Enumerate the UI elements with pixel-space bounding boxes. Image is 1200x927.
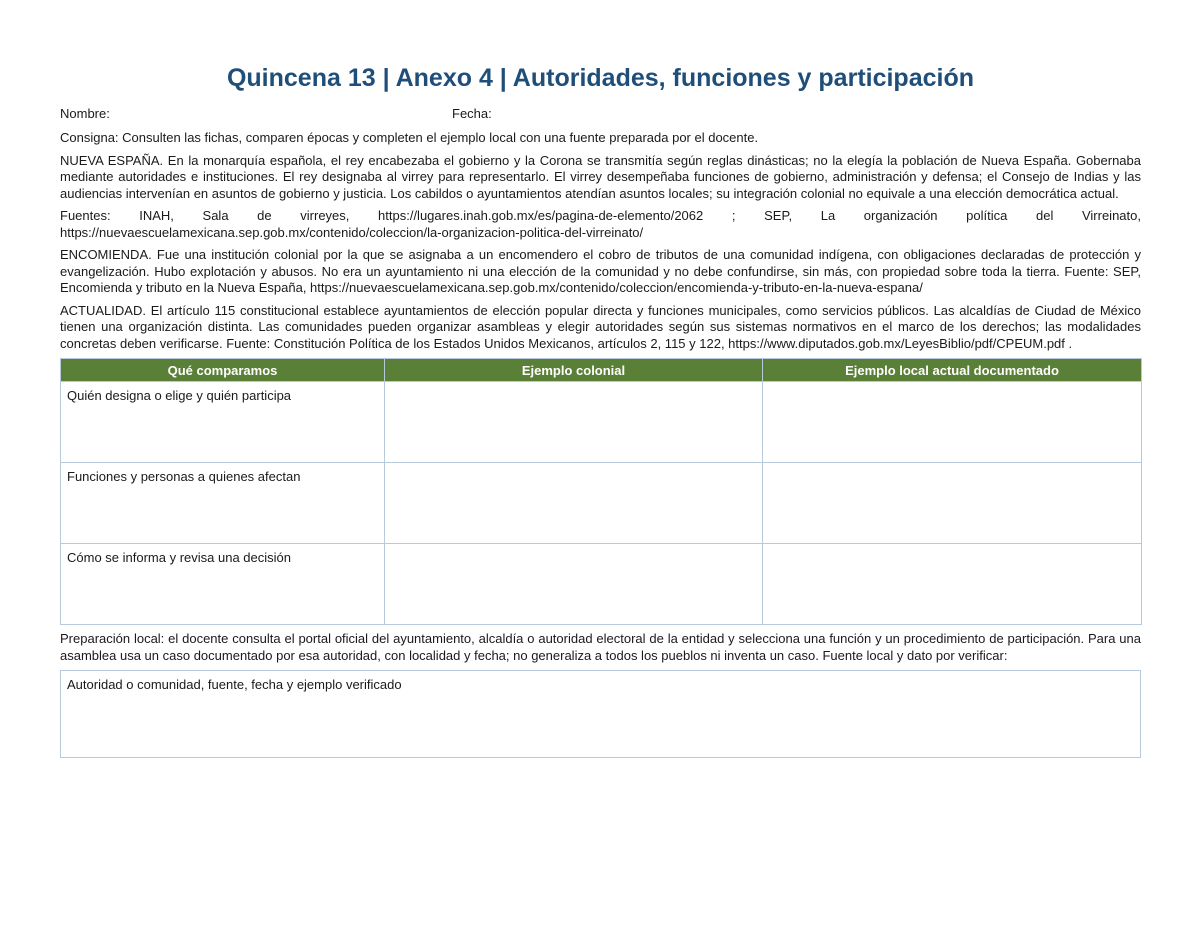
fecha-field-label: Fecha: xyxy=(452,106,492,121)
answer-cell-actual[interactable] xyxy=(763,382,1142,463)
header-que-comparamos: Qué comparamos xyxy=(61,359,385,382)
answer-cell-actual[interactable] xyxy=(763,463,1142,544)
nombre-field-label: Nombre: xyxy=(60,106,110,121)
row-label-como-se-informa: Cómo se informa y revisa una decisión xyxy=(61,544,385,625)
row-label-quien-designa: Quién designa o elige y quién participa xyxy=(61,382,385,463)
actualidad-paragraph: ACTUALIDAD. El artículo 115 constitucional establece ayuntamientos de elección popular directa y funciones municipales, como servicios públicos. Las alcaldías de Ciudad de México tienen una organización distinta. Las comunidades pueden organizar asambleas y elegir autoridades según sus sistemas normativos en el marco de los derechos; las modalidades concretas deben verificarse. Fuente: Constitución Política de los Estados Unidos Mexicanos, artículos 2, 115 y 122, https://www.diputados.gob.mx/LeyesBiblio/pdf/CPEUM.pdf . xyxy=(60,302,1141,351)
preparacion-paragraph: Preparación local: el docente consulta el portal oficial del ayuntamiento, alcaldía o autoridad electoral de la entidad y selecciona una función y un procedimiento de participación. Para una asamblea usa un caso documentado por esa autoridad, con localidad y fecha; no generaliza a todos los pueblos ni inventa un caso. Fuente local y dato por verificar: xyxy=(60,631,1141,663)
table-row xyxy=(61,544,1142,625)
page-title: Quincena 13 | Anexo 4 | Autoridades, funciones y participación xyxy=(226,64,975,92)
student-fields xyxy=(60,106,1141,124)
verification-box-label: Autoridad o comunidad, fuente, fecha y ejemplo verificado xyxy=(67,677,402,692)
answer-cell-colonial[interactable] xyxy=(385,382,763,463)
worksheet-page xyxy=(60,60,1141,758)
table-header-row xyxy=(61,359,1142,382)
row-label-funciones: Funciones y personas a quienes afectan xyxy=(61,463,385,544)
verification-answer-box[interactable] xyxy=(60,670,1141,758)
answer-cell-actual[interactable] xyxy=(763,544,1142,625)
table-row xyxy=(61,463,1142,544)
consigna-text: Consigna: Consulten las fichas, comparen épocas y completen el ejemplo local con una fuente preparada por el docente. xyxy=(60,130,759,145)
answer-cell-colonial[interactable] xyxy=(385,463,763,544)
fuentes-paragraph: Fuentes: INAH, Sala de virreyes, https://lugares.inah.gob.mx/es/pagina-de-elemento/2062 ; SEP, La organización política del Virreinato, https://nuevaescuelamexicana.sep.gob.mx/contenido/coleccion/la-organizacion-politica-del-virreinato/ xyxy=(60,208,1141,240)
header-ejemplo-local: Ejemplo local actual documentado xyxy=(763,359,1142,382)
encomienda-paragraph: ENCOMIENDA. Fue una institución colonial por la que se asignaba a un encomendero el cobro de tributos de una comunidad indígena, con obligaciones declaradas de protección y evangelización. Hubo explotación y abusos. No era un ayuntamiento ni una elección de la comunidad y no debe confundirse, sin más, con propiedad sobre toda la tierra. Fuente: SEP, Encomienda y tributo en la Nueva España, https://nuevaescuelamexicana.sep.gob.mx/contenido/coleccion/encomienda-y-tributo-en-la-nueva-espana/ xyxy=(60,247,1141,295)
comparison-table xyxy=(60,358,1142,625)
nueva-espana-paragraph: NUEVA ESPAÑA. En la monarquía española, el rey encabezaba el gobierno y la Corona se transmitía según reglas dinásticas; no la elegía la población de Nueva España. Gobernaba mediante autoridades e instituciones. El rey designaba al virrey para representarlo. El virrey desempeñaba funciones de gobierno, administración y defensa; el Consejo de Indias y las audiencias intervenían en asuntos de gobierno y justicia. Los cabildos o ayuntamientos atendían asuntos locales; su integración colonial no equivale a una elección democrática actual. xyxy=(60,152,1141,201)
answer-cell-colonial[interactable] xyxy=(385,544,763,625)
header-ejemplo-colonial: Ejemplo colonial xyxy=(385,359,763,382)
table-row xyxy=(61,382,1142,463)
